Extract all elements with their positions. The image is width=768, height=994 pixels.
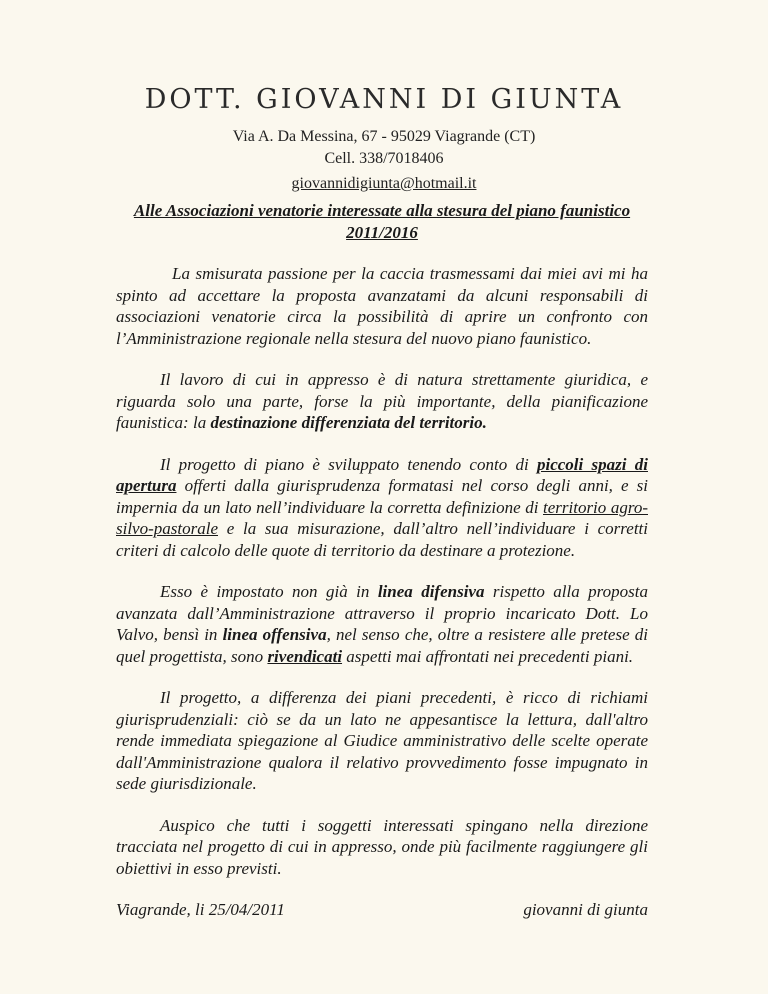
letter-title [116,200,648,243]
paragraph-5 [116,687,648,795]
letter-body [116,200,648,921]
letterhead-name: DOTT. GIOVANNI DI GIUNTA [144,84,624,115]
paragraph-4-text-c: rispetto alla proposta avanzata dall’Amministrazione attraverso il proprio incaricato Dott. Lo Valvo, bensì in [116,582,649,644]
paragraph-6-text: Auspico che tutti i soggetti interessati spingano nella direzione tracciata nel progetto di cui in appresso, onde più facilmente raggiungere gli obiettivi in esso previsti. [116,815,648,878]
paragraph-2 [116,369,648,434]
paragraph-2-emphasis: destinazione differenziata del territorio. [210,413,487,432]
letterhead-email-link[interactable]: giovannidigiunta@hotmail.it [291,175,477,192]
title-line-2: 2011/2016 [346,222,418,242]
paragraph-4-emphasis-c: rivendicati [267,646,343,666]
paragraph-3 [116,454,648,562]
paragraph-4-emphasis-b: linea offensiva [222,625,327,644]
paragraph-4-text-a: Esso è impostato non già in [160,582,378,601]
paragraph-2-text: Il lavoro di cui in appresso è di natura strettamente giuridica, e riguarda solo una parte, forse la più importante, della pianificazione faunistica: la [116,370,648,432]
paragraph-1-text: La smisurata passione per la caccia trasmessami dai miei avi mi ha spinto ad accettare la proposta avanzatami da alcuni responsabili di associazioni venatorie circa la possibilità di aprire un confronto con l’Amministrazione regionale nella stesura del nuovo piano faunistico. [116,264,648,348]
title-line-1: Alle Associazioni venatorie interessate alla stesura del piano faunistico [133,201,631,220]
place-date: Viagrande, li 25/04/2011 [116,900,285,919]
paragraph-3-underline: territorio agro-silvo-pastorale [116,497,648,538]
letterhead [0,84,768,193]
paragraph-3-text-c: offerti dalla giurisprudenza formatasi nel corso degli anni, e si impernia da un lato nell’individuare la corretta definizione di [116,476,648,517]
letterhead-address: Via A. Da Messina, 67 - 95029 Viagrande (CT) [232,128,536,145]
paragraph-4-emphasis-a: linea difensiva [377,582,485,601]
signature: giovanni di giunta [523,900,648,919]
paragraph-3-text-e: e la sua misurazione, dall’altro nell’individuare i corretti criteri di calcolo delle quote di territorio da destinare a protezione. [116,519,648,560]
letterhead-phone: Cell. 338/7018406 [324,150,444,167]
paragraph-4-text-g: aspetti mai affrontati nei precedenti piani. [342,646,634,666]
paragraph-3-text-a: Il progetto di piano è sviluppato tenendo conto di [160,454,537,474]
paragraph-1 [116,263,648,349]
paragraph-6 [116,815,648,880]
paragraph-4-text-e: , nel senso che, oltre a resistere alle pretese di quel progettista, sono [116,625,648,666]
paragraph-5-text: Il progetto, a differenza dei piani precedenti, è ricco di richiami giurisprudenziali: ciò se da un lato ne appesantisce la lettura, dall'altro rende immediata spiegazione al Giudice amministrativo delle scelte operate dall'Amministrazione qualora il relativo provvedimento fosse impugnato in sede giurisdizionale. [116,688,648,793]
paragraph-4 [116,581,648,667]
paragraph-3-emphasis-a: piccoli spazi di apertura [116,454,648,495]
letter-footer [116,899,648,921]
